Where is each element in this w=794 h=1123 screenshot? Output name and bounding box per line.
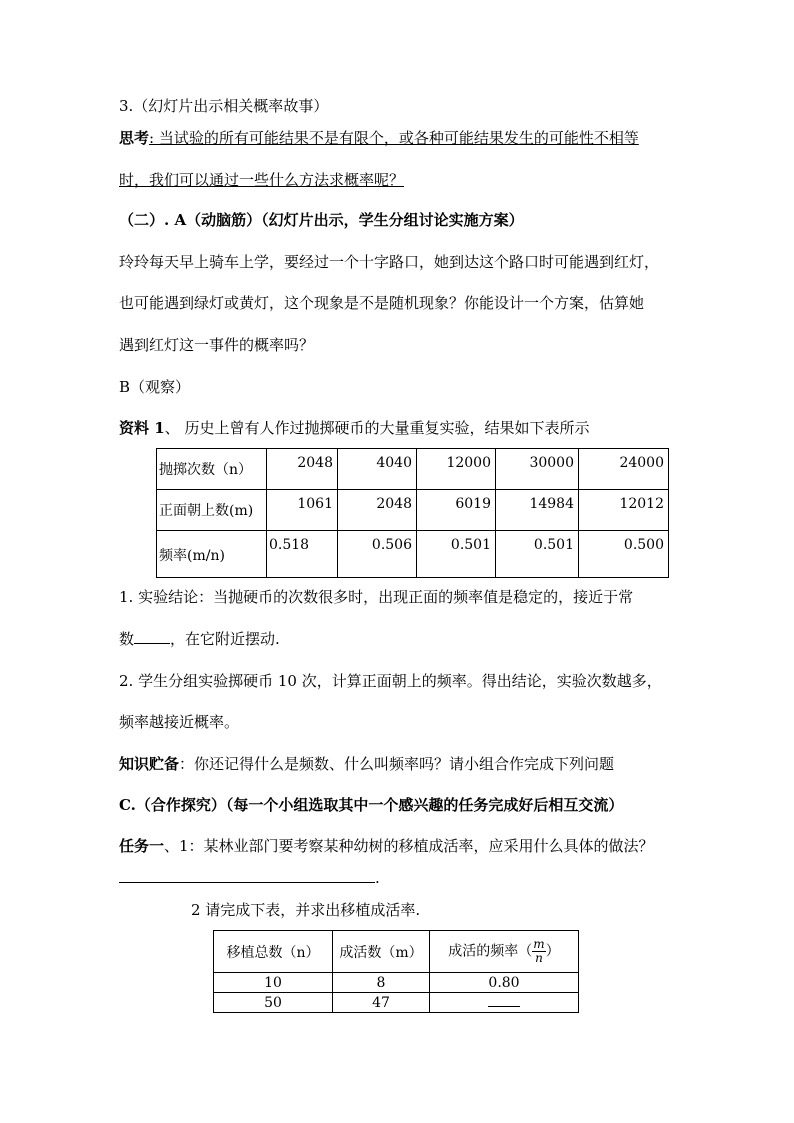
table-cell: 0.80 xyxy=(430,973,579,993)
coin-toss-table xyxy=(156,448,669,578)
table-cell: 30000 xyxy=(496,449,579,490)
table-row xyxy=(157,449,669,490)
conclusion-2-line-1: 2. 学生分组实验掷硬币 10 次，计算正面朝上的频率。得出结论，实验次数越多， xyxy=(119,672,662,690)
table-cell: 10 xyxy=(214,973,333,993)
table-cell: 2048 xyxy=(267,449,338,490)
table-cell: 12012 xyxy=(579,490,669,531)
think-line-1 xyxy=(119,128,639,148)
para1-line-2: 也可能遇到绿灯或黄灯，这个现象是不是随机现象？你能设计一个方案，估算她 xyxy=(119,294,645,312)
material-text: 、 历史上曾有人作过抛掷硬币的大量重复实验，结果如下表所示 xyxy=(164,419,590,437)
task1-2-line: 2 请完成下表，并求出移植成活率. xyxy=(191,901,421,919)
task1-label: 任务一 xyxy=(119,837,165,855)
task1-text: 、1：某林业部门要考察某种幼树的移植成活率，应采用什么具体的做法？ xyxy=(164,837,654,855)
table-row xyxy=(214,993,579,1013)
material-line xyxy=(119,418,589,438)
table-cell: 50 xyxy=(214,993,333,1013)
section-c-heading: C.（合作探究）（每一个小组选取其中一个感兴趣的任务完成好后相互交流） xyxy=(119,796,624,814)
conclusion-2-line-2: 频率越接近概率。 xyxy=(119,713,240,731)
fraction-denominator: n xyxy=(535,951,543,965)
table-row-header: 抛掷次数（n） xyxy=(157,449,267,490)
table-cell: 4040 xyxy=(338,449,417,490)
para1-line-1: 玲玲每天早上骑车上学，要经过一个十字路口，她到达这个路口时可能遇到红灯， xyxy=(119,253,660,271)
conclusion-1-line-2 xyxy=(119,629,280,649)
think-label: 思考 xyxy=(119,129,150,147)
section-a-heading: （二）. A（动脑筋）（幻灯片出示，学生分组讨论实施方案） xyxy=(119,211,524,229)
section-b-heading: B（观察） xyxy=(119,378,191,396)
table-cell: 0.518 xyxy=(267,531,338,578)
answer-blank[interactable] xyxy=(119,868,375,883)
heading-3: 3.（幻灯片出示相关概率故事） xyxy=(119,97,329,115)
header-frequency-label: 成活的频率（ xyxy=(448,943,533,960)
fraction-numerator: m xyxy=(533,937,545,951)
table-cell: 8 xyxy=(333,973,430,993)
table-cell: 2048 xyxy=(338,490,417,531)
transplant-table xyxy=(213,930,579,1013)
table-cell: 12000 xyxy=(417,449,496,490)
fill-blank[interactable] xyxy=(134,629,170,644)
table-cell: 6019 xyxy=(417,490,496,531)
table-cell: 24000 xyxy=(579,449,669,490)
answer-end: . xyxy=(375,869,380,887)
header-total: 移植总数（n） xyxy=(214,931,333,973)
knowledge-text: ：你还记得什么是频数、什么叫频率吗？请小组合作完成下列问题 xyxy=(179,755,615,773)
task1-answer-line xyxy=(119,868,380,888)
header-frequency xyxy=(430,931,579,973)
header-survived: 成活数（m） xyxy=(333,931,430,973)
table-cell: 0.506 xyxy=(338,531,417,578)
table-row xyxy=(157,490,669,531)
knowledge-line xyxy=(119,754,614,774)
conclusion-1-line-1: 1. 实验结论：当抛硬币的次数很多时，出现正面的频率值是稳定的，接近于常 xyxy=(119,588,634,606)
fraction xyxy=(532,938,545,965)
table-cell: 0.501 xyxy=(417,531,496,578)
table-cell: 0.500 xyxy=(579,531,669,578)
header-frequency-close: ） xyxy=(545,943,560,960)
table-cell: 0.501 xyxy=(496,531,579,578)
knowledge-label: 知识贮备 xyxy=(119,755,180,773)
table-row-header: 正面朝上数(m) xyxy=(157,490,267,531)
answer-blank[interactable] xyxy=(488,994,520,1007)
task1-line xyxy=(119,836,654,856)
table-row xyxy=(214,973,579,993)
para1-line-3: 遇到红灯这一事件的概率吗？ xyxy=(119,336,315,354)
table-cell: 1061 xyxy=(267,490,338,531)
think-text-1: : 当试验的所有可能结果不是有限个，或各种可能结果发生的可能性不相等 xyxy=(149,129,639,147)
conclusion-1-pre: 数 xyxy=(119,630,135,648)
think-line-2: 时，我们可以通过一些什么方法求概率呢？ xyxy=(119,171,405,189)
table-cell xyxy=(430,993,579,1013)
table-cell: 14984 xyxy=(496,490,579,531)
table-header-row xyxy=(214,931,579,973)
table-row xyxy=(157,531,669,578)
table-row-header: 频率(m/n) xyxy=(157,531,267,578)
conclusion-1-post: ，在它附近摆动. xyxy=(170,630,280,648)
table-cell: 47 xyxy=(333,993,430,1013)
material-label: 资料 1 xyxy=(119,419,165,437)
